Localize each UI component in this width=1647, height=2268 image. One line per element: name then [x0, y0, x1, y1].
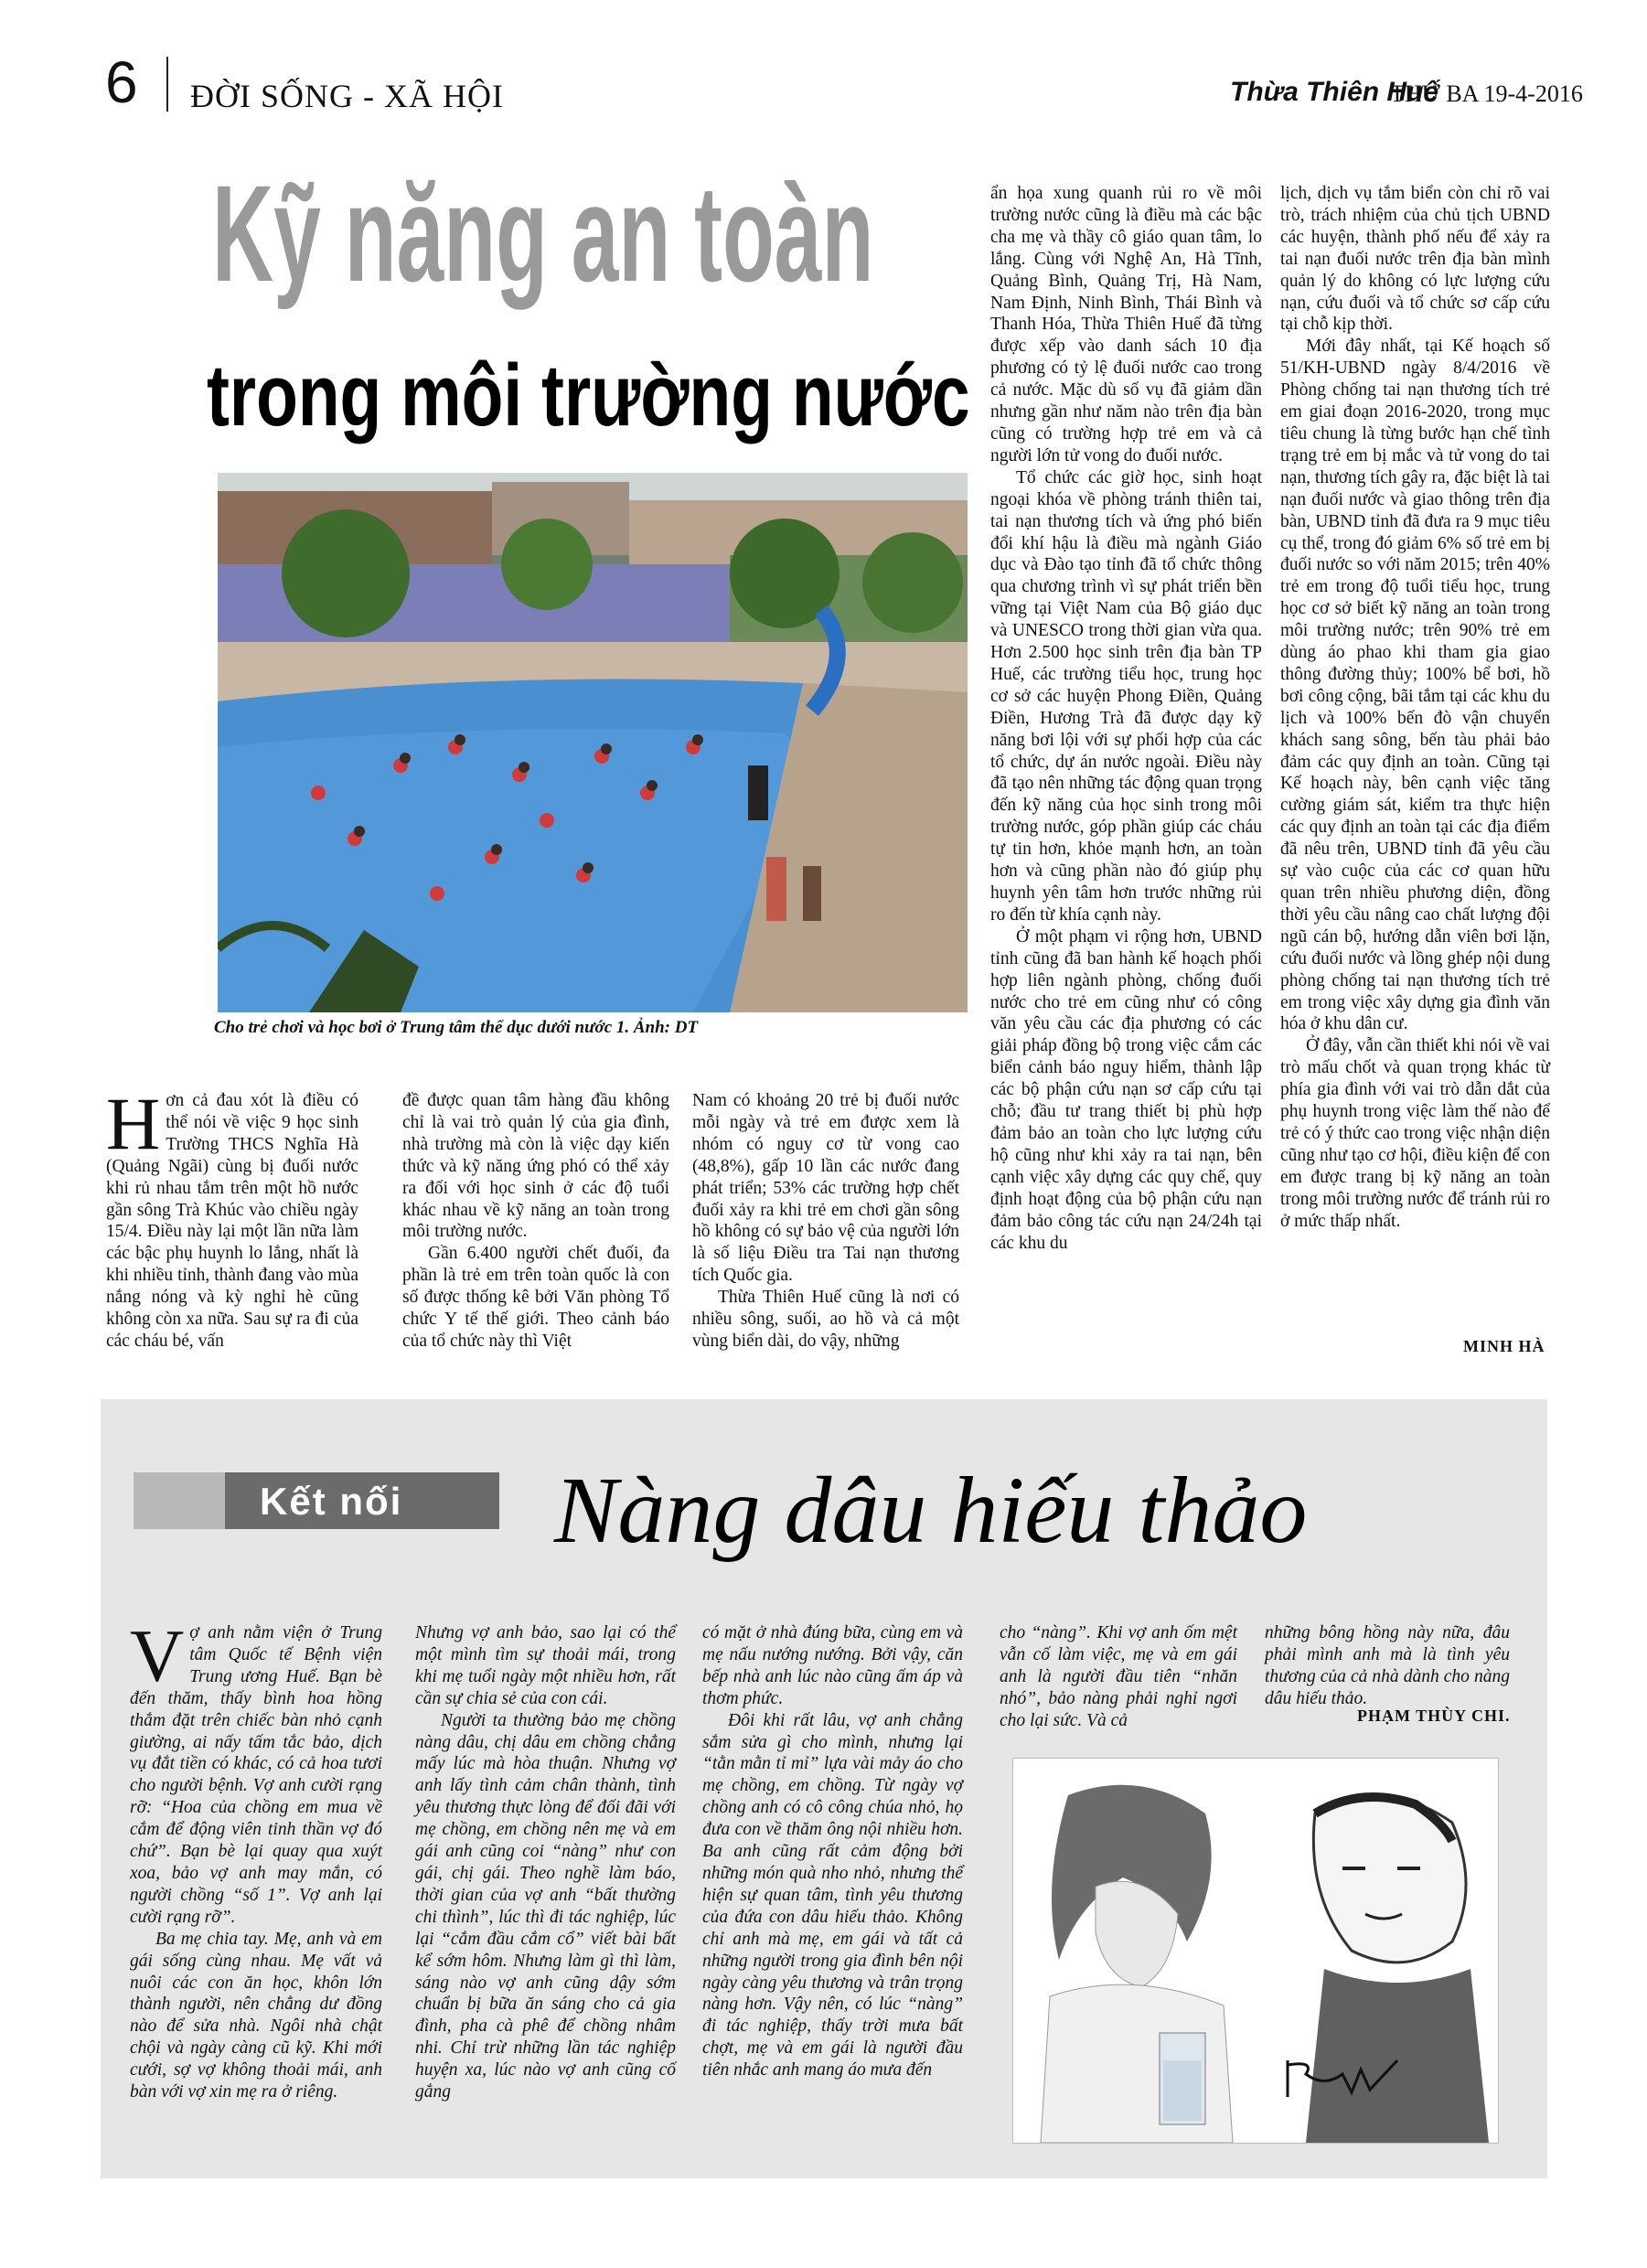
photo-caption: Cho trẻ chơi và học bơi ở Trung tâm thể dục dưới nước 1. Ảnh: DT [214, 1018, 699, 1037]
paragraph: Đôi khi rất lâu, vợ anh chẳng sắm sửa gì cho mình, nhưng lại “tằn mằn tỉ mỉ” lựa vài mảy áo cho mẹ chồng, em chồng. Từ ngày vợ chồng anh có cô công chúa nhỏ, họ đưa con về thăm ông nội nhiều hơn. Ba anh cũng rất cảm động bởi những món quà nho nhỏ, nhưng thể hiện sự quan tâm, tình yêu thương của đứa con dâu hiếu thảo. Không chỉ anh mà mẹ, em gái và tất cả những người trong gia đình bên nội ngày càng yêu thương và trân trọng nàng hơn. Vậy nên, có lúc “nàng” đi tác nghiệp, thấy trời mưa bất chợt, mẹ và em gái là người đầu tiên nhắc anh mang áo mưa đến [702, 1710, 963, 2081]
article1-column-2 [402, 1090, 669, 1353]
article2-column-4 [1000, 1622, 1237, 1732]
article2-title: Nàng dâu hiếu thảo [554, 1458, 1308, 1563]
paragraph: ợ anh nằm viện ở Trung tâm Quốc tế Bệnh viện Trung ương Huế. Bạn bè đến thăm, thấy bình hoa hồng thắm đặt trên chiếc bàn nhỏ cạnh giường, ai nấy tấm tắc bảo, dịch vụ đắt tiền có khác, có cả hoa tươi cho người bệnh. Vợ anh cười rạng rỡ: “Hoa của chồng em mua về cắm để động viên tinh thần vợ đó chứ”. Bạn bè lại quay qua xuýt xoa, bảo vợ anh may mắn, có người chồng “số 1”. Vợ anh lại cười rạng rỡ”. [130, 1623, 382, 1927]
author-byline: PHẠM THÙY CHI. [1357, 1706, 1511, 1725]
article1-column-4 [990, 183, 1262, 1254]
paragraph: Ở một phạm vi rộng hơn, UBND tỉnh cũng đã ban hành kế hoạch phối hợp liên ngành phòng, chống đuối nước cho trẻ em cũng như có công văn yêu cầu các địa phương có các giải pháp đồng bộ trong việc cắm các biển cảnh báo nguy hiểm, thành lập các bộ phận cứu nạn sơ cấp cứu tại chỗ; đầu tư trang thiết bị phù hợp đảm bảo an toàn cho lực lượng cứu hộ cũng như khi xảy ra tai nạn, bên cạnh việc xây dựng các quy chế, quy định hoạt động của bộ phận cứu nạn đảm bảo công tác cứu nạn 24/24h tại các khu du [990, 926, 1262, 1253]
kicker-label: Kết nối [260, 1480, 403, 1523]
paragraph: Gần 6.400 người chết đuối, đa phần là trẻ em trên toàn quốc là con số được thống kê bởi Văn phòng Tổ chức Y tế thế giới. Theo cảnh báo của tổ chức này thì Việt [402, 1244, 669, 1351]
article-title-line2: trong môi trường nước [207, 347, 970, 444]
paragraph: cho “nàng”. Khi vợ anh ốm mệt vẫn cố làm việc, mẹ và em gái anh là người đầu tiên “nhăn nhó”, bảo nàng phải nghỉ ngơi cho lại sức. Và cả [1000, 1623, 1237, 1730]
article1-column-5 [1280, 183, 1550, 1233]
paragraph: có mặt ở nhà đúng bữa, cùng em và mẹ nấu nướng nướng. Bởi vậy, căn bếp nhà anh lúc nào cũng ấm áp và thơm phức. [702, 1623, 963, 1708]
paragraph: Ở đây, vẫn cần thiết khi nói về vai trò mấu chốt và quan trọng khác từ phía gia đình với vai trò dẫn dắt của phụ huynh trong việc làm thế nào để trẻ có ý thức cao trong việc nhận diện cũng như tạo cơ hội, điều kiện để con em được trang bị kỹ năng an toàn trong môi trường nước để tránh rủi ro ở mức thấp nhất. [1280, 1036, 1550, 1231]
header-divider [166, 57, 168, 112]
paragraph: Tổ chức các giờ học, sinh hoạt ngoại khóa về phòng tránh thiên tai, tai nạn thương tích và ứng phó biến đổi khí hậu là điều mà ngành Giáo dục và Đào tạo tỉnh đã tổ chức thông qua chương trình vì sự phát triển bền vững tại Việt Nam của Bộ giáo dục và UNESCO trong thời gian vừa qua. Hơn 2.500 học sinh trên địa bàn TP Huế, các trường tiểu học, trung học cơ sở các huyện Phong Điền, Quảng Điền, Hương Trà đã được dạy kỹ năng bơi lội với sự phối hợp của các tổ chức, dự án nước ngoài. Điều này đã tạo nên những tác động quan trọng đến kỹ năng của học sinh trong môi trường nước, góp phần giúp các cháu tự tin hơn, khỏe mạnh hơn, an toàn hơn và cũng phần nào đó giúp phụ huynh yên tâm hơn trước những rủi ro đến từ khía cạnh này. [990, 467, 1262, 925]
paragraph: ơn cả đau xót là điều có thể nói về việc 9 học sinh Trường THCS Nghĩa Hà (Quảng Ngãi) cùng bị đuối nước khi rủ nhau tắm trên một hồ nước gần sông Trà Khúc vào chiều ngày 15/4. Điều này lại một lần nữa làm các bậc phụ huynh lo lắng, nhất là khi nhiều tỉnh, thành đang vào mùa nắng nóng và kỳ nghỉ hè cũng không còn xa nữa. Sau sự ra đi của các cháu bé, vấn [106, 1091, 358, 1351]
article2-column-5 [1265, 1622, 1510, 1710]
article1-column-3 [692, 1090, 959, 1353]
dropcap: V [130, 1614, 185, 1697]
article1-column-1 [106, 1082, 358, 1353]
page-number: 6 [105, 49, 138, 115]
dropcap: H [106, 1082, 161, 1165]
paragraph: Mới đây nhất, tại Kế hoạch số 51/KH-UBND ngày 8/4/2016 về Phòng chống tai nạn thương tích trẻ em giai đoạn 2016-2020, trong mục tiêu chung là từng bước hạn chế tình trạng trẻ em bị mắc và tử vong do tai nạn, thương tích gây ra, đặc biệt là tai nạn đuối nước và giao thông trên địa bàn, UBND tỉnh đã đưa ra 9 mục tiêu cụ thể, trong đó giảm 6% số trẻ em bị đuối nước so với năm 2015; trên 40% trẻ em trong độ tuổi tiểu học, trung học cơ sở biết kỹ năng an toàn trong môi trường nước; trên 90% trẻ em dùng áo phao khi tham gia giao thông đường thủy; 100% bể bơi, hồ bơi công cộng, bãi tắm tại các khu du lịch và 100% bến đò vận chuyển khách sang sông, bến tàu phải bảo đảm các quy định an toàn. Cũng tại Kế hoạch này, bên cạnh việc tăng cường giám sát, kiểm tra thực hiện các quy định an toàn tại các địa điểm đã nêu trên, UBND tỉnh đã yêu cầu sự vào cuộc của các cơ quan hữu quan trên nhiều phương diện, đồng thời yêu cầu nâng cao chất lượng đội ngũ cán bộ, hướng dẫn viên bơi lặn, cứu đuối nước và lồng ghép nội dung phòng chống tai nạn thương tích trẻ em trong việc xây dựng gia đình văn hóa ở khu dân cư. [1280, 337, 1550, 1034]
article-title-line1: Kỹ năng an toàn [212, 156, 874, 310]
paragraph: Thừa Thiên Huế cũng là nơi có nhiều sông, suối, ao hồ và cả một vùng biển dài, do vậy, những [692, 1288, 959, 1351]
paragraph: Ba mẹ chia tay. Mẹ, anh và em gái sống cùng nhau. Mẹ vất vả nuôi các con ăn học, khôn lớn thành người, nên chẳng dư đồng nào để sửa nhà. Ngôi nhà chật chội và ngày càng cũ kỹ. Khi mới cưới, sợ vợ không thoải mái, anh bàn với vợ xin mẹ ra ở riêng. [130, 1929, 382, 2102]
swimming-pool-photo [218, 473, 968, 1012]
paragraph: Người ta thường bảo mẹ chồng nàng dâu, chị dâu em chồng chẳng mấy lúc mà hòa thuận. Nhưng vợ anh lấy tình cảm chân thành, tình yêu thương thực lòng để đối đãi với mẹ chồng, em chồng nên mẹ và em gái anh cũng coi “nàng” như con gái, chị gái. Theo nghề làm báo, thời gian của vợ anh “bất thường chi thình”, lúc thì đi tác nghiệp, lúc lại “cắm đầu cắm cổ” viết bài bất kể sớm hôm. Nhưng làm gì thì làm, sáng nào vợ anh cũng dậy sớm chuẩn bị bữa ăn sáng cho cả gia đình, pha cà phê để chồng nhâm nhi. Chỉ trừ những lần tác nghiệp huyện xa, lúc nào vợ anh cũng cố gắng [415, 1710, 676, 2102]
paragraph: những bông hồng này nữa, đâu phải mình anh mà là tình yêu thương của cả nhà dành cho nàng dâu hiếu thảo. [1265, 1623, 1510, 1708]
paragraph: ẩn họa xung quanh rủi ro về môi trường nước cũng là điều mà các bậc cha mẹ và thầy cô giáo quan tâm, lo lắng. Cùng với Nghệ An, Hà Tĩnh, Quảng Bình, Quảng Trị, Hà Nam, Nam Định, Ninh Bình, Thái Bình và Thanh Hóa, Thừa Thiên Huế đã từng được xếp vào danh sách 10 địa phương có tỷ lệ đuối nước cao trong cả nước. Mặc dù số vụ đã giảm dần nhưng gần như năm nào trên địa bàn cũng có trường hợp trẻ em và cả người lớn tử vong do đuối nước. [990, 184, 1262, 465]
paragraph: Nam có khoảng 20 trẻ bị đuối nước mỗi ngày và trẻ em được xem là nhóm có nguy cơ từ vong cao (48,8%), gấp 10 lần các nước đang phát triển; 53% các trường hợp chết đuối xảy ra khi trẻ em chơi gần sông hồ không có sự bảo vệ của người lớn là số liệu Điều tra Tai nạn thương tích Quốc gia. [692, 1091, 959, 1286]
section-name: ĐỜI SỐNG - XÃ HỘI [190, 78, 504, 114]
issue-date: THỨ BA 19-4-2016 [1390, 80, 1583, 107]
paragraph: đề được quan tâm hàng đầu không chỉ là vai trò quản lý của gia đình, nhà trường mà còn là việc dạy kiến thức và kỹ năng ứng phó có thể xảy ra đối với học sinh ở các độ tuổi khác nhau về kỹ năng an toàn trong môi trường nước. [402, 1091, 669, 1242]
article2-column-3 [702, 1622, 963, 2081]
paragraph: lịch, dịch vụ tắm biển còn chỉ rõ vai trò, trách nhiệm của chủ tịch UBND các huyện, thành phố nếu để xảy ra tai nạn đuối nước trên địa bàn mình quản lý do không có lực lượng cứu nạn, cứu đuối và tổ chức sơ cấp cứu tại chỗ kịp thời. [1280, 184, 1550, 335]
sketch-illustration [1012, 1758, 1499, 2144]
article2-column-1 [130, 1614, 382, 2103]
paragraph: Nhưng vợ anh bảo, sao lại có thể một mình tìm sự thoải mái, trong khi mẹ tuổi ngày một nhiều hơn, rất cần sự chia sẻ của con cái. [415, 1623, 676, 1708]
paper-name: Thừa Thiên Huế [1230, 77, 1439, 107]
article2-column-2 [415, 1622, 676, 2103]
author-byline: MINH HÀ [1463, 1337, 1545, 1355]
